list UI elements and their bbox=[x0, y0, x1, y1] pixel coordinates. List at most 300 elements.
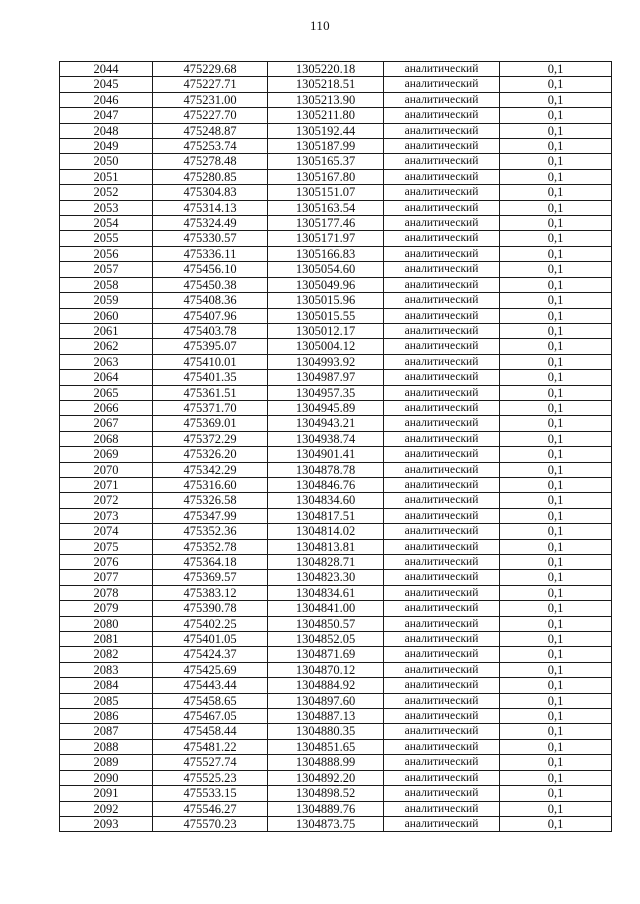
table-row bbox=[60, 739, 612, 754]
table-row bbox=[60, 770, 612, 785]
point-number-cell: 2063 bbox=[60, 354, 153, 369]
y-coordinate-cell: 1304945.89 bbox=[268, 400, 384, 415]
method-cell: аналитический bbox=[384, 539, 500, 554]
method-cell: аналитический bbox=[384, 616, 500, 631]
y-coordinate-cell: 1304873.75 bbox=[268, 816, 384, 831]
y-coordinate-cell: 1304852.05 bbox=[268, 632, 384, 647]
point-number-cell: 2069 bbox=[60, 447, 153, 462]
y-coordinate-cell: 1305177.46 bbox=[268, 216, 384, 231]
accuracy-cell: 0,1 bbox=[500, 400, 612, 415]
accuracy-cell: 0,1 bbox=[500, 216, 612, 231]
method-cell: аналитический bbox=[384, 447, 500, 462]
accuracy-cell: 0,1 bbox=[500, 308, 612, 323]
table-row bbox=[60, 370, 612, 385]
point-number-cell: 2093 bbox=[60, 816, 153, 831]
method-cell: аналитический bbox=[384, 262, 500, 277]
accuracy-cell: 0,1 bbox=[500, 92, 612, 107]
point-number-cell: 2077 bbox=[60, 570, 153, 585]
page-number: 110 bbox=[310, 18, 330, 33]
x-coordinate-cell: 475326.58 bbox=[153, 493, 268, 508]
accuracy-cell: 0,1 bbox=[500, 123, 612, 138]
coordinates-table-body bbox=[60, 62, 612, 832]
y-coordinate-cell: 1304938.74 bbox=[268, 431, 384, 446]
method-cell: аналитический bbox=[384, 508, 500, 523]
y-coordinate-cell: 1305167.80 bbox=[268, 169, 384, 184]
table-row bbox=[60, 462, 612, 477]
accuracy-cell: 0,1 bbox=[500, 632, 612, 647]
x-coordinate-cell: 475229.68 bbox=[153, 62, 268, 77]
point-number-cell: 2081 bbox=[60, 632, 153, 647]
accuracy-cell: 0,1 bbox=[500, 108, 612, 123]
point-number-cell: 2085 bbox=[60, 693, 153, 708]
y-coordinate-cell: 1304943.21 bbox=[268, 416, 384, 431]
y-coordinate-cell: 1304851.65 bbox=[268, 739, 384, 754]
y-coordinate-cell: 1304813.81 bbox=[268, 539, 384, 554]
x-coordinate-cell: 475401.35 bbox=[153, 370, 268, 385]
method-cell: аналитический bbox=[384, 524, 500, 539]
table-row bbox=[60, 277, 612, 292]
point-number-cell: 2087 bbox=[60, 724, 153, 739]
x-coordinate-cell: 475425.69 bbox=[153, 662, 268, 677]
y-coordinate-cell: 1305211.80 bbox=[268, 108, 384, 123]
point-number-cell: 2079 bbox=[60, 601, 153, 616]
method-cell: аналитический bbox=[384, 123, 500, 138]
y-coordinate-cell: 1304814.02 bbox=[268, 524, 384, 539]
y-coordinate-cell: 1305054.60 bbox=[268, 262, 384, 277]
y-coordinate-cell: 1304901.41 bbox=[268, 447, 384, 462]
method-cell: аналитический bbox=[384, 647, 500, 662]
x-coordinate-cell: 475324.49 bbox=[153, 216, 268, 231]
x-coordinate-cell: 475403.78 bbox=[153, 323, 268, 338]
table-row bbox=[60, 786, 612, 801]
table-row bbox=[60, 216, 612, 231]
x-coordinate-cell: 475395.07 bbox=[153, 339, 268, 354]
x-coordinate-cell: 475407.96 bbox=[153, 308, 268, 323]
y-coordinate-cell: 1304897.60 bbox=[268, 693, 384, 708]
point-number-cell: 2068 bbox=[60, 431, 153, 446]
table-row bbox=[60, 431, 612, 446]
accuracy-cell: 0,1 bbox=[500, 647, 612, 662]
method-cell: аналитический bbox=[384, 570, 500, 585]
accuracy-cell: 0,1 bbox=[500, 477, 612, 492]
y-coordinate-cell: 1305166.83 bbox=[268, 246, 384, 261]
x-coordinate-cell: 475314.13 bbox=[153, 200, 268, 215]
x-coordinate-cell: 475533.15 bbox=[153, 786, 268, 801]
y-coordinate-cell: 1305012.17 bbox=[268, 323, 384, 338]
point-number-cell: 2055 bbox=[60, 231, 153, 246]
accuracy-cell: 0,1 bbox=[500, 77, 612, 92]
method-cell: аналитический bbox=[384, 62, 500, 77]
method-cell: аналитический bbox=[384, 709, 500, 724]
y-coordinate-cell: 1305004.12 bbox=[268, 339, 384, 354]
x-coordinate-cell: 475347.99 bbox=[153, 508, 268, 523]
accuracy-cell: 0,1 bbox=[500, 678, 612, 693]
x-coordinate-cell: 475401.05 bbox=[153, 632, 268, 647]
point-number-cell: 2070 bbox=[60, 462, 153, 477]
table-row bbox=[60, 616, 612, 631]
point-number-cell: 2091 bbox=[60, 786, 153, 801]
point-number-cell: 2052 bbox=[60, 185, 153, 200]
accuracy-cell: 0,1 bbox=[500, 693, 612, 708]
x-coordinate-cell: 475227.70 bbox=[153, 108, 268, 123]
x-coordinate-cell: 475278.48 bbox=[153, 154, 268, 169]
accuracy-cell: 0,1 bbox=[500, 524, 612, 539]
table-row bbox=[60, 508, 612, 523]
method-cell: аналитический bbox=[384, 431, 500, 446]
method-cell: аналитический bbox=[384, 585, 500, 600]
y-coordinate-cell: 1304834.61 bbox=[268, 585, 384, 600]
method-cell: аналитический bbox=[384, 755, 500, 770]
y-coordinate-cell: 1304898.52 bbox=[268, 786, 384, 801]
x-coordinate-cell: 475527.74 bbox=[153, 755, 268, 770]
table-row bbox=[60, 801, 612, 816]
table-row bbox=[60, 477, 612, 492]
point-number-cell: 2086 bbox=[60, 709, 153, 724]
x-coordinate-cell: 475390.78 bbox=[153, 601, 268, 616]
accuracy-cell: 0,1 bbox=[500, 508, 612, 523]
table-row bbox=[60, 62, 612, 77]
method-cell: аналитический bbox=[384, 493, 500, 508]
accuracy-cell: 0,1 bbox=[500, 154, 612, 169]
method-cell: аналитический bbox=[384, 724, 500, 739]
point-number-cell: 2060 bbox=[60, 308, 153, 323]
point-number-cell: 2050 bbox=[60, 154, 153, 169]
accuracy-cell: 0,1 bbox=[500, 739, 612, 754]
method-cell: аналитический bbox=[384, 77, 500, 92]
table-row bbox=[60, 632, 612, 647]
accuracy-cell: 0,1 bbox=[500, 616, 612, 631]
table-row bbox=[60, 185, 612, 200]
method-cell: аналитический bbox=[384, 662, 500, 677]
x-coordinate-cell: 475467.05 bbox=[153, 709, 268, 724]
table-row bbox=[60, 339, 612, 354]
table-row bbox=[60, 447, 612, 462]
accuracy-cell: 0,1 bbox=[500, 339, 612, 354]
method-cell: аналитический bbox=[384, 555, 500, 570]
x-coordinate-cell: 475570.23 bbox=[153, 816, 268, 831]
y-coordinate-cell: 1304887.13 bbox=[268, 709, 384, 724]
method-cell: аналитический bbox=[384, 693, 500, 708]
accuracy-cell: 0,1 bbox=[500, 62, 612, 77]
point-number-cell: 2083 bbox=[60, 662, 153, 677]
method-cell: аналитический bbox=[384, 462, 500, 477]
y-coordinate-cell: 1304870.12 bbox=[268, 662, 384, 677]
point-number-cell: 2044 bbox=[60, 62, 153, 77]
table-row bbox=[60, 585, 612, 600]
accuracy-cell: 0,1 bbox=[500, 709, 612, 724]
y-coordinate-cell: 1304957.35 bbox=[268, 385, 384, 400]
x-coordinate-cell: 475525.23 bbox=[153, 770, 268, 785]
y-coordinate-cell: 1304878.78 bbox=[268, 462, 384, 477]
method-cell: аналитический bbox=[384, 770, 500, 785]
method-cell: аналитический bbox=[384, 169, 500, 184]
method-cell: аналитический bbox=[384, 200, 500, 215]
point-number-cell: 2084 bbox=[60, 678, 153, 693]
table-row bbox=[60, 539, 612, 554]
accuracy-cell: 0,1 bbox=[500, 601, 612, 616]
accuracy-cell: 0,1 bbox=[500, 385, 612, 400]
accuracy-cell: 0,1 bbox=[500, 262, 612, 277]
point-number-cell: 2090 bbox=[60, 770, 153, 785]
table-row bbox=[60, 323, 612, 338]
accuracy-cell: 0,1 bbox=[500, 585, 612, 600]
point-number-cell: 2049 bbox=[60, 139, 153, 154]
y-coordinate-cell: 1305171.97 bbox=[268, 231, 384, 246]
point-number-cell: 2051 bbox=[60, 169, 153, 184]
y-coordinate-cell: 1304993.92 bbox=[268, 354, 384, 369]
y-coordinate-cell: 1304834.60 bbox=[268, 493, 384, 508]
method-cell: аналитический bbox=[384, 632, 500, 647]
y-coordinate-cell: 1304987.97 bbox=[268, 370, 384, 385]
accuracy-cell: 0,1 bbox=[500, 724, 612, 739]
point-number-cell: 2071 bbox=[60, 477, 153, 492]
x-coordinate-cell: 475326.20 bbox=[153, 447, 268, 462]
method-cell: аналитический bbox=[384, 185, 500, 200]
accuracy-cell: 0,1 bbox=[500, 786, 612, 801]
x-coordinate-cell: 475369.01 bbox=[153, 416, 268, 431]
x-coordinate-cell: 475410.01 bbox=[153, 354, 268, 369]
x-coordinate-cell: 475402.25 bbox=[153, 616, 268, 631]
x-coordinate-cell: 475253.74 bbox=[153, 139, 268, 154]
method-cell: аналитический bbox=[384, 277, 500, 292]
accuracy-cell: 0,1 bbox=[500, 816, 612, 831]
method-cell: аналитический bbox=[384, 339, 500, 354]
point-number-cell: 2088 bbox=[60, 739, 153, 754]
point-number-cell: 2075 bbox=[60, 539, 153, 554]
y-coordinate-cell: 1304884.92 bbox=[268, 678, 384, 693]
accuracy-cell: 0,1 bbox=[500, 416, 612, 431]
point-number-cell: 2062 bbox=[60, 339, 153, 354]
x-coordinate-cell: 475330.57 bbox=[153, 231, 268, 246]
y-coordinate-cell: 1304828.71 bbox=[268, 555, 384, 570]
point-number-cell: 2047 bbox=[60, 108, 153, 123]
table-row bbox=[60, 385, 612, 400]
table-row bbox=[60, 524, 612, 539]
method-cell: аналитический bbox=[384, 154, 500, 169]
method-cell: аналитический bbox=[384, 801, 500, 816]
y-coordinate-cell: 1305163.54 bbox=[268, 200, 384, 215]
table-row bbox=[60, 555, 612, 570]
table-row bbox=[60, 169, 612, 184]
method-cell: аналитический bbox=[384, 231, 500, 246]
accuracy-cell: 0,1 bbox=[500, 277, 612, 292]
table-row bbox=[60, 231, 612, 246]
table-row bbox=[60, 246, 612, 261]
point-number-cell: 2065 bbox=[60, 385, 153, 400]
y-coordinate-cell: 1304892.20 bbox=[268, 770, 384, 785]
x-coordinate-cell: 475546.27 bbox=[153, 801, 268, 816]
method-cell: аналитический bbox=[384, 416, 500, 431]
table-row bbox=[60, 662, 612, 677]
table-row bbox=[60, 200, 612, 215]
accuracy-cell: 0,1 bbox=[500, 555, 612, 570]
x-coordinate-cell: 475458.65 bbox=[153, 693, 268, 708]
table-row bbox=[60, 77, 612, 92]
method-cell: аналитический bbox=[384, 400, 500, 415]
accuracy-cell: 0,1 bbox=[500, 493, 612, 508]
table-row bbox=[60, 493, 612, 508]
table-row bbox=[60, 154, 612, 169]
method-cell: аналитический bbox=[384, 370, 500, 385]
point-number-cell: 2074 bbox=[60, 524, 153, 539]
accuracy-cell: 0,1 bbox=[500, 539, 612, 554]
point-number-cell: 2046 bbox=[60, 92, 153, 107]
accuracy-cell: 0,1 bbox=[500, 246, 612, 261]
y-coordinate-cell: 1305218.51 bbox=[268, 77, 384, 92]
x-coordinate-cell: 475408.36 bbox=[153, 293, 268, 308]
y-coordinate-cell: 1305015.55 bbox=[268, 308, 384, 323]
table-row bbox=[60, 308, 612, 323]
point-number-cell: 2078 bbox=[60, 585, 153, 600]
x-coordinate-cell: 475383.12 bbox=[153, 585, 268, 600]
x-coordinate-cell: 475280.85 bbox=[153, 169, 268, 184]
point-number-cell: 2056 bbox=[60, 246, 153, 261]
y-coordinate-cell: 1304871.69 bbox=[268, 647, 384, 662]
x-coordinate-cell: 475371.70 bbox=[153, 400, 268, 415]
x-coordinate-cell: 475456.10 bbox=[153, 262, 268, 277]
x-coordinate-cell: 475361.51 bbox=[153, 385, 268, 400]
point-number-cell: 2054 bbox=[60, 216, 153, 231]
method-cell: аналитический bbox=[384, 816, 500, 831]
method-cell: аналитический bbox=[384, 354, 500, 369]
y-coordinate-cell: 1305015.96 bbox=[268, 293, 384, 308]
table-row bbox=[60, 816, 612, 831]
x-coordinate-cell: 475450.38 bbox=[153, 277, 268, 292]
x-coordinate-cell: 475336.11 bbox=[153, 246, 268, 261]
y-coordinate-cell: 1304850.57 bbox=[268, 616, 384, 631]
method-cell: аналитический bbox=[384, 92, 500, 107]
accuracy-cell: 0,1 bbox=[500, 462, 612, 477]
y-coordinate-cell: 1305213.90 bbox=[268, 92, 384, 107]
table-row bbox=[60, 647, 612, 662]
y-coordinate-cell: 1304846.76 bbox=[268, 477, 384, 492]
table-row bbox=[60, 108, 612, 123]
accuracy-cell: 0,1 bbox=[500, 293, 612, 308]
accuracy-cell: 0,1 bbox=[500, 185, 612, 200]
table-row bbox=[60, 92, 612, 107]
accuracy-cell: 0,1 bbox=[500, 447, 612, 462]
method-cell: аналитический bbox=[384, 477, 500, 492]
y-coordinate-cell: 1305151.07 bbox=[268, 185, 384, 200]
point-number-cell: 2073 bbox=[60, 508, 153, 523]
point-number-cell: 2076 bbox=[60, 555, 153, 570]
y-coordinate-cell: 1305220.18 bbox=[268, 62, 384, 77]
accuracy-cell: 0,1 bbox=[500, 169, 612, 184]
y-coordinate-cell: 1304888.99 bbox=[268, 755, 384, 770]
accuracy-cell: 0,1 bbox=[500, 770, 612, 785]
point-number-cell: 2057 bbox=[60, 262, 153, 277]
table-row bbox=[60, 724, 612, 739]
table-row bbox=[60, 123, 612, 138]
accuracy-cell: 0,1 bbox=[500, 323, 612, 338]
table-row bbox=[60, 354, 612, 369]
x-coordinate-cell: 475458.44 bbox=[153, 724, 268, 739]
table-row bbox=[60, 601, 612, 616]
accuracy-cell: 0,1 bbox=[500, 431, 612, 446]
point-number-cell: 2080 bbox=[60, 616, 153, 631]
x-coordinate-cell: 475248.87 bbox=[153, 123, 268, 138]
point-number-cell: 2059 bbox=[60, 293, 153, 308]
x-coordinate-cell: 475443.44 bbox=[153, 678, 268, 693]
x-coordinate-cell: 475481.22 bbox=[153, 739, 268, 754]
point-number-cell: 2082 bbox=[60, 647, 153, 662]
x-coordinate-cell: 475342.29 bbox=[153, 462, 268, 477]
y-coordinate-cell: 1305165.37 bbox=[268, 154, 384, 169]
x-coordinate-cell: 475227.71 bbox=[153, 77, 268, 92]
y-coordinate-cell: 1305187.99 bbox=[268, 139, 384, 154]
table-row bbox=[60, 293, 612, 308]
point-number-cell: 2048 bbox=[60, 123, 153, 138]
table-row bbox=[60, 678, 612, 693]
method-cell: аналитический bbox=[384, 216, 500, 231]
table-row bbox=[60, 755, 612, 770]
method-cell: аналитический bbox=[384, 246, 500, 261]
x-coordinate-cell: 475372.29 bbox=[153, 431, 268, 446]
method-cell: аналитический bbox=[384, 739, 500, 754]
x-coordinate-cell: 475231.00 bbox=[153, 92, 268, 107]
point-number-cell: 2066 bbox=[60, 400, 153, 415]
y-coordinate-cell: 1305192.44 bbox=[268, 123, 384, 138]
table-row bbox=[60, 400, 612, 415]
coordinates-table bbox=[59, 61, 612, 832]
point-number-cell: 2061 bbox=[60, 323, 153, 338]
x-coordinate-cell: 475352.36 bbox=[153, 524, 268, 539]
point-number-cell: 2089 bbox=[60, 755, 153, 770]
method-cell: аналитический bbox=[384, 308, 500, 323]
method-cell: аналитический bbox=[384, 385, 500, 400]
accuracy-cell: 0,1 bbox=[500, 801, 612, 816]
x-coordinate-cell: 475352.78 bbox=[153, 539, 268, 554]
x-coordinate-cell: 475369.57 bbox=[153, 570, 268, 585]
accuracy-cell: 0,1 bbox=[500, 570, 612, 585]
y-coordinate-cell: 1304841.00 bbox=[268, 601, 384, 616]
accuracy-cell: 0,1 bbox=[500, 231, 612, 246]
accuracy-cell: 0,1 bbox=[500, 200, 612, 215]
x-coordinate-cell: 475364.18 bbox=[153, 555, 268, 570]
method-cell: аналитический bbox=[384, 108, 500, 123]
table-row bbox=[60, 139, 612, 154]
method-cell: аналитический bbox=[384, 786, 500, 801]
method-cell: аналитический bbox=[384, 139, 500, 154]
y-coordinate-cell: 1304823.30 bbox=[268, 570, 384, 585]
y-coordinate-cell: 1304889.76 bbox=[268, 801, 384, 816]
accuracy-cell: 0,1 bbox=[500, 662, 612, 677]
x-coordinate-cell: 475316.60 bbox=[153, 477, 268, 492]
point-number-cell: 2092 bbox=[60, 801, 153, 816]
point-number-cell: 2072 bbox=[60, 493, 153, 508]
x-coordinate-cell: 475304.83 bbox=[153, 185, 268, 200]
y-coordinate-cell: 1304880.35 bbox=[268, 724, 384, 739]
y-coordinate-cell: 1305049.96 bbox=[268, 277, 384, 292]
table-row bbox=[60, 693, 612, 708]
y-coordinate-cell: 1304817.51 bbox=[268, 508, 384, 523]
table-row bbox=[60, 262, 612, 277]
point-number-cell: 2058 bbox=[60, 277, 153, 292]
accuracy-cell: 0,1 bbox=[500, 139, 612, 154]
point-number-cell: 2067 bbox=[60, 416, 153, 431]
table-row bbox=[60, 709, 612, 724]
method-cell: аналитический bbox=[384, 601, 500, 616]
accuracy-cell: 0,1 bbox=[500, 354, 612, 369]
method-cell: аналитический bbox=[384, 323, 500, 338]
method-cell: аналитический bbox=[384, 293, 500, 308]
table-row bbox=[60, 570, 612, 585]
point-number-cell: 2053 bbox=[60, 200, 153, 215]
table-row bbox=[60, 416, 612, 431]
accuracy-cell: 0,1 bbox=[500, 370, 612, 385]
point-number-cell: 2045 bbox=[60, 77, 153, 92]
point-number-cell: 2064 bbox=[60, 370, 153, 385]
